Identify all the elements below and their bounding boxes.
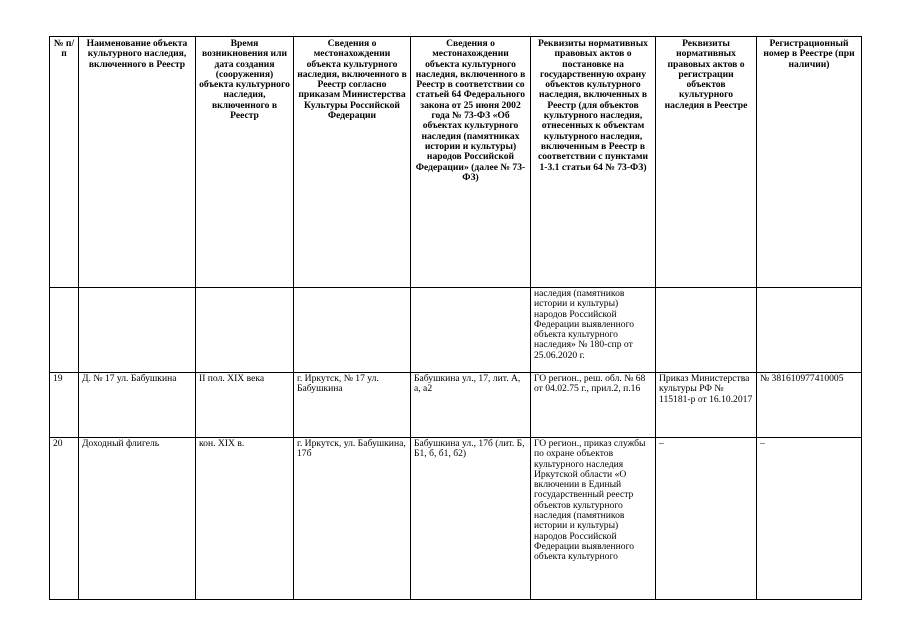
cell-number: 19 [50,373,79,438]
cell-location-ministry: г. Иркутск, ул. Бабушкина, 17б [294,438,411,600]
header-creation-date: Время возникновения или дата создания (сооружения) объекта культурного наследия, включенного в Реестр [196,37,294,288]
header-registration-acts: Реквизиты нормативных правовых актов о регистрации объектов культурного наследия в Реестре [656,37,757,288]
cell-registry-number [757,288,862,373]
cell-location-law-73: Бабушкина ул., 17б (лит. Б, Б1, б, б1, б2) [411,438,531,600]
cell-object-name: Доходный флигель [79,438,196,600]
cell-object-name: Д. № 17 ул. Бабушкина [79,373,196,438]
table-row [50,438,862,600]
cell-registry-number: – [757,438,862,600]
cell-registration-acts: – [656,438,757,600]
cell-location-law-73 [411,288,531,373]
header-protection-acts: Реквизиты нормативных правовых актов о постановке на государственную охрану объектов культурного наследия, включенных в Реестр (для объектов культурного наследия, отнесенных к объектам культурного наследия, включенным в Реестр в соответствии с пунктами 1-3.1 статьи 64 № 73-ФЗ) [531,37,656,288]
cell-location-ministry [294,288,411,373]
header-location-ministry: Сведения о местонахождении объекта культурного наследия, включенного в Реестр согласно приказам Министерства Культуры Российской Федерации [294,37,411,288]
cell-location-ministry: г. Иркутск, № 17 ул. Бабушкина [294,373,411,438]
cell-protection-acts: ГО регион., реш. обл. № 68 от 04.02.75 г., прил.2, п.16 [531,373,656,438]
table-row [50,288,862,373]
cell-registration-acts [656,288,757,373]
table-row [50,373,862,438]
cell-registration-acts: Приказ Министерства культуры РФ № 115181-р от 16.10.2017 [656,373,757,438]
cell-number [50,288,79,373]
header-location-law-73: Сведения о местонахождении объекта культурного наследия, включенного в Реестр в соответствии со статьей 64 Федерального закона от 25 июня 2002 года № 73-ФЗ «Об объектах культурного наследия (памятниках истории и культуры) народов Российской Федерации» (далее № 73-ФЗ) [411,37,531,288]
cell-creation-date: II пол. XIX века [196,373,294,438]
cell-registry-number: № 381610977410005 [757,373,862,438]
header-object-name: Наименование объекта культурного наследия, включенного в Реестр [79,37,196,288]
table-header-row [50,37,862,288]
cell-creation-date [196,288,294,373]
cell-creation-date: кон. XIX в. [196,438,294,600]
cell-object-name [79,288,196,373]
cell-protection-acts: наследия (памятников истории и культуры) народов Российской Федерации выявленного объекта культурного наследия» № 180-спр от 25.06.2020 г. [531,288,656,373]
cell-number: 20 [50,438,79,600]
header-registry-number: Регистрационный номер в Реестре (при наличии) [757,37,862,288]
cell-protection-acts: ГО регион., приказ службы по охране объектов культурного наследия Иркутской области «О включении в Единый государственный реестр объектов культурного наследия (памятников истории и культуры) народов Российской Федерации выявленного объекта культурного [531,438,656,600]
heritage-registry-table [49,36,862,600]
header-number: № п/п [50,37,79,288]
cell-location-law-73: Бабушкина ул., 17, лит. А, а, а2 [411,373,531,438]
